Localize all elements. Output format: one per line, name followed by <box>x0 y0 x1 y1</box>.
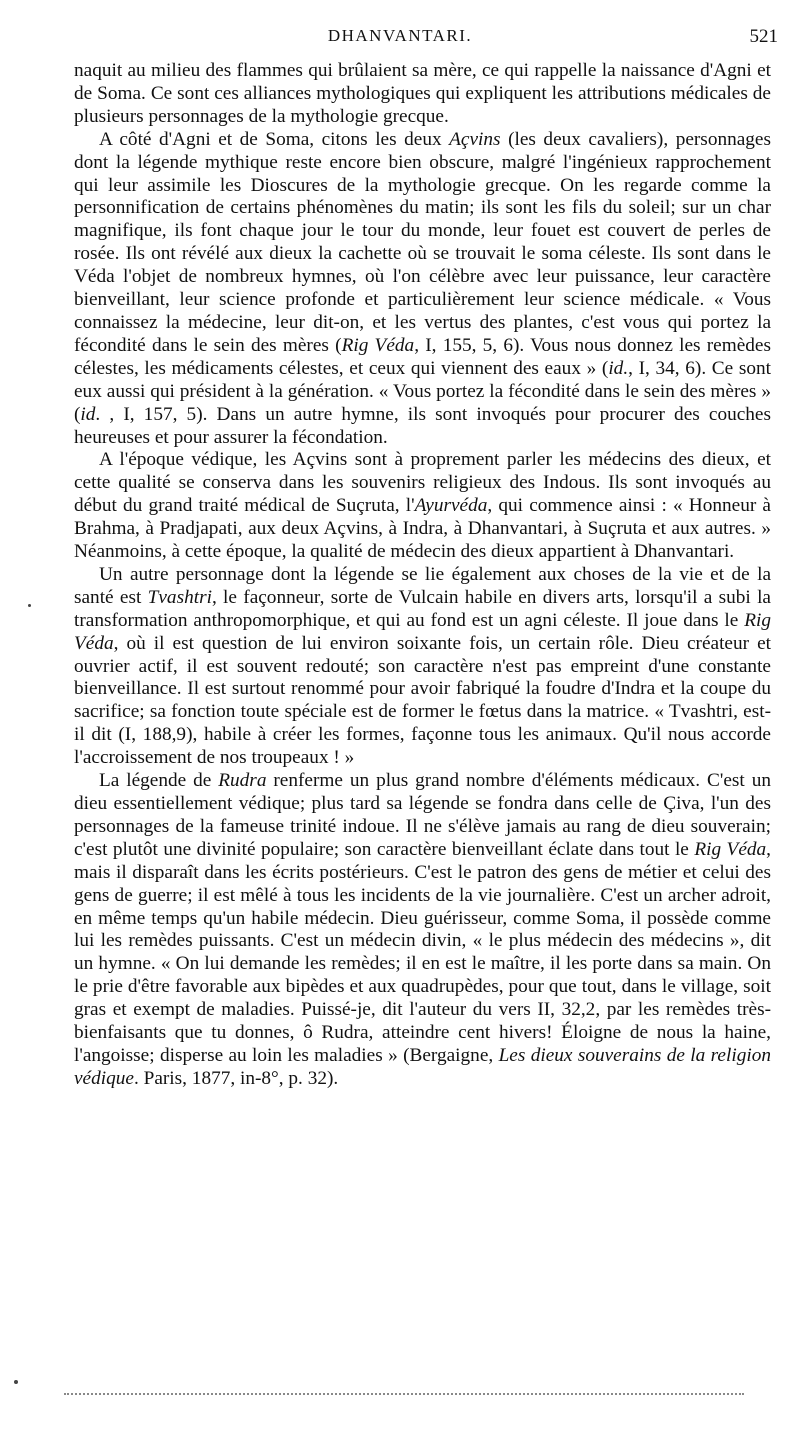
italic-text: Rig Véda <box>341 334 415 356</box>
text-run: , le façonneur, sorte de Vulcain habile en divers arts, lorsqu'il a subi la transformation anthropomorphique, et qui au fond est un agni céleste. Il joue dans le <box>74 586 771 631</box>
text-run: , qui commence ainsi : « Honneur à Brahma, à Pradjapati, aux deux Açvins, à Indra, à Dhanvantari, à Suçruta et aux autres. » Néanmoins, à cette époque, la qualité de médecin des dieux appartient à Dhanvantari. <box>74 495 771 563</box>
italic-text: id <box>80 403 96 425</box>
text-run: . , I, 157, 5). Dans un autre hymne, ils sont invoqués pour procurer des couches heureuses et pour assurer la fécondation. <box>74 403 771 448</box>
paragraph <box>74 129 771 450</box>
italic-text: Les dieux souverains de la religion védique <box>74 1044 771 1089</box>
margin-speck <box>14 1380 18 1384</box>
italic-text: Rudra <box>218 770 267 792</box>
page-header <box>0 26 800 56</box>
italic-text: id. <box>608 357 629 379</box>
italic-text: Ayurvéda <box>414 495 488 517</box>
page-number: 521 <box>749 26 778 47</box>
text-run: , I, 155, 5, 6). Vous nous donnez les remèdes célestes, les médicaments célestes, et ceux qui viennent des eaux » ( <box>74 334 771 379</box>
paragraph <box>74 770 771 1091</box>
italic-text: Rig Véda <box>74 609 771 654</box>
italic-text: Tvashtri <box>147 586 212 608</box>
text-run: renferme un plus grand nombre d'éléments médicaux. C'est un dieu essentiellement védique; plus tard sa légende se fondra dans celle de Çiva, l'un des personnages de la fameuse trinité indoue. Il ne s'élève jamais au rang de dieu souverain; c'est plutôt une divinité populaire; son caractère bienveillant éclate dans tout le <box>74 770 771 860</box>
text-run: , I, 34, 6). Ce sont eux aussi qui président à la génération. « Vous portez la fécondité dans le sein des mères » ( <box>74 357 771 425</box>
text-run: (les deux cavaliers), personnages dont la légende mythique reste encore bien obscure, malgré l'ingénieux rapprochement qui leur assimile les Dioscures de la mythologie grecque. On les regarde comme la personnification de certains phénomènes du matin; ils sont les fils du soleil; sur un char magnifique, ils font chaque jour le tour du monde, leur fouet est couvert de perles de rosée. Ils ont révélé aux dieux la cachette où se trouvait le soma céleste. Ils sont dans le Véda l'objet de nombreux hymnes, où l'on célèbre avec leur puissance, leur caractère bienveillant, leur science profonde et particulièrement leur science médicale. « Vous connaissez la médecine, leur dit-on, et les vertus des plantes, c'est vous qui portez la fécondité dans le sein des mères ( <box>74 128 771 356</box>
text-run: . Paris, 1877, in-8°, p. 32). <box>133 1067 339 1089</box>
text-run: La légende de <box>99 770 219 792</box>
text-run: , mais il disparaît dans les écrits postérieurs. C'est le patron des gens de métier et celui des gens de guerre; il est mêlé à tous les incidents de la vie journalière. C'est un archer adroit, en même temps qu'un habile médecin. Dieu guérisseur, comme Soma, il possède comme lui les remèdes puissants. C'est un médecin divin, « le plus médecin des médecins », dit un hymne. « On lui demande les remèdes; il en est le maître, il les porte dans sa main. On le prie d'être favorable aux bipèdes et aux quadrupèdes, pour que tout, dans le village, soit gras et exempt de maladies. Puissé-je, dit l'auteur du vers II, 32,2, par les remèdes très-bienfaisants que tu donnes, ô Rudra, atteindre cent hivers! Éloigne de nous la haine, l'angoisse; disperse au loin les maladies » (Bergaigne, <box>74 838 771 1066</box>
italic-text: Açvins <box>449 128 501 150</box>
text-run: A l'époque védique, les Açvins sont à proprement parler les médecins des dieux, et cette qualité se conserva dans les souvenirs religieux des Indous. Ils sont invoqués au début du grand traité médical de Suçruta, l' <box>74 449 771 517</box>
footer-dotted-rule <box>64 1393 744 1395</box>
text-run: A côté d'Agni et de Soma, citons les deux <box>99 128 450 150</box>
paragraph <box>74 60 771 129</box>
paragraph <box>74 564 771 770</box>
italic-text: Rig Véda <box>694 838 767 860</box>
paragraph <box>74 449 771 564</box>
text-run: Un autre personnage dont la légende se lie également aux choses de la vie et de la santé est <box>74 563 771 608</box>
text-run: naquit au milieu des flammes qui brûlaient sa mère, ce qui rappelle la naissance d'Agni et de Soma. Ce sont ces alliances mythologiques qui expliquent les attributions médicales de plusieurs personnages de la mythologie grecque. <box>74 60 771 127</box>
running-title: DHANVANTARI. <box>327 26 473 45</box>
margin-speck <box>28 604 31 607</box>
text-run: , où il est question de lui environ soixante fois, un certain rôle. Dieu créateur et ouvrier actif, il est souvent redouté; son caractère n'est pas empreint d'une constante bienveillance. Il est surtout renommé pour avoir fabriqué la foudre d'Indra et la coupe du sacrifice; sa fonction toute spéciale est de former le fœtus dans la matrice. « Tvashtri, est-il dit (I, 188,9), habile à créer les formes, façonne tous les animaux. Qu'il nous accorde l'accroissement de nos troupeaux ! » <box>74 632 771 769</box>
body-text <box>74 60 771 1091</box>
